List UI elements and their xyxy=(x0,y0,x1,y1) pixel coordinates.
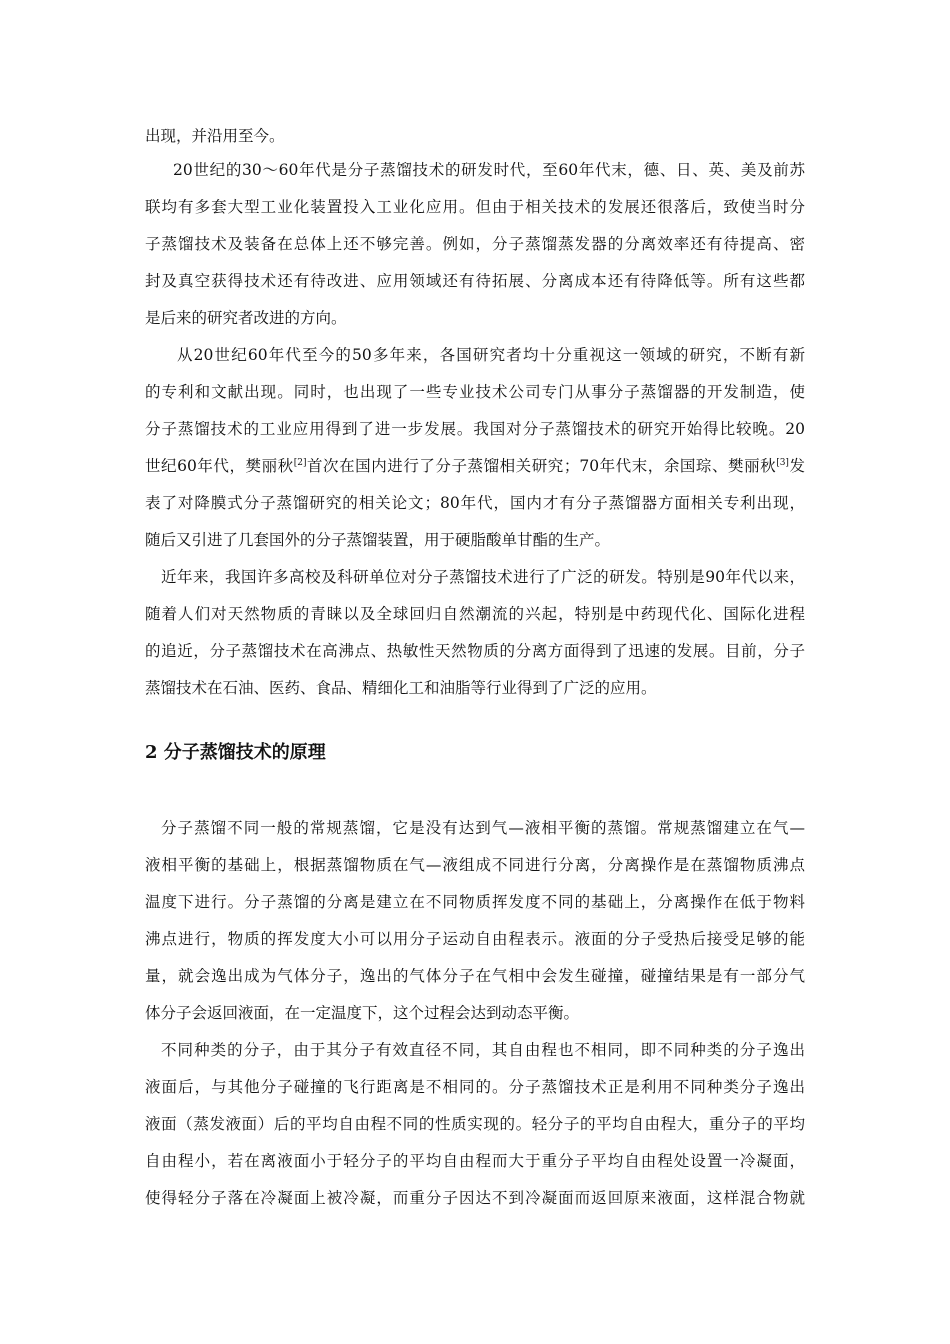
paragraph-line: 液面后，与其他分子碰撞的飞行距离是不相同的。分子蒸馏技术正是利用不同种类分子逸出 xyxy=(145,1078,805,1096)
paragraph-line: 分子蒸馏不同一般的常规蒸馏，它是没有达到气—液相平衡的蒸馏。常规蒸馏建立在气— xyxy=(161,819,805,837)
citation-ref-2: [2] xyxy=(293,458,307,468)
paragraph-line-with-citations xyxy=(145,456,805,476)
paragraph-line: 使得轻分子落在冷凝面上被冷凝，而重分子因达不到冷凝面而返回原来液面，这样混合物就 xyxy=(145,1189,805,1207)
paragraph-line: 的追近，分子蒸馏技术在高沸点、热敏性天然物质的分离方面得到了迅速的发展。目前，分子 xyxy=(145,642,805,660)
paragraph-line: 分子蒸馏技术的工业应用得到了进一步发展。我国对分子蒸馏技术的研究开始得比较晚。20 xyxy=(145,420,805,438)
paragraph-line: 液面（蒸发液面）后的平均自由程不同的性质实现的。轻分子的平均自由程大，重分子的平均 xyxy=(145,1115,805,1133)
paragraph-line: 量，就会逸出成为气体分子，逸出的气体分子在气相中会发生碰撞，碰撞结果是有一部分气 xyxy=(145,967,805,985)
paragraph-line: 从20世纪60年代至今的50多年来，各国研究者均十分重视这一领域的研究，不断有新 xyxy=(177,346,805,364)
paragraph-line: 随着人们对天然物质的青睐以及全球回归自然潮流的兴起，特别是中药现代化、国际化进程 xyxy=(145,605,805,623)
paragraph-line: 出现，并沿用至今。 xyxy=(145,127,285,145)
paragraph-line: 封及真空获得技术还有待改进、应用领域还有待拓展、分离成本还有待降低等。所有这些都 xyxy=(145,272,805,290)
paragraph-line: 蒸馏技术在石油、医药、食品、精细化工和油脂等行业得到了广泛的应用。 xyxy=(145,679,657,697)
paragraph-line: 联均有多套大型工业化装置投入工业化应用。但由于相关技术的发展还很落后，致使当时分 xyxy=(145,198,805,216)
paragraph-line: 沸点进行，物质的挥发度大小可以用分子运动自由程表示。液面的分子受热后接受足够的能 xyxy=(145,930,805,948)
paragraph-line: 的专利和文献出现。同时，也出现了一些专业技术公司专门从事分子蒸馏器的开发制造，使 xyxy=(145,383,805,401)
paragraph-line: 温度下进行。分子蒸馏的分离是建立在不同物质挥发度不同的基础上，分离操作在低于物料 xyxy=(145,893,805,911)
paragraph-line: 近年来，我国许多高校及科研单位对分子蒸馏技术进行了广泛的研发。特别是90年代以来， xyxy=(161,568,805,586)
paragraph-line: 不同种类的分子，由于其分子有效直径不同，其自由程也不相同，即不同种类的分子逸出 xyxy=(161,1041,805,1059)
citation-ref-3: [3] xyxy=(776,458,789,468)
paragraph-line: 随后又引进了几套国外的分子蒸馏装置，用于硬脂酸单甘酯的生产。 xyxy=(145,531,611,549)
paragraph-line: 是后来的研究者改进的方向。 xyxy=(145,309,347,327)
line-segment: 世纪60年代，樊丽秋 xyxy=(145,457,294,475)
paragraph-line: 20世纪的30～60年代是分子蒸馏技术的研发时代，至60年代末，德、日、英、美及前苏 xyxy=(173,161,805,179)
line-segment: 首次在国内进行了分子蒸馏相关研究；70年代末，余国琮、樊丽秋 xyxy=(306,457,777,475)
paragraph-line: 自由程小，若在离液面小于轻分子的平均自由程而大于重分子平均自由程处设置一冷凝面， xyxy=(145,1152,805,1170)
section-heading: 2 分子蒸馏技术的原理 xyxy=(145,742,326,763)
paragraph-line: 体分子会返回液面，在一定温度下，这个过程会达到动态平衡。 xyxy=(145,1004,580,1022)
line-segment: 发 xyxy=(788,457,805,475)
paragraph-line: 表了对降膜式分子蒸馏研究的相关论文；80年代，国内才有分子蒸馏器方面相关专利出现， xyxy=(145,494,805,512)
paragraph-line: 子蒸馏技术及装备在总体上还不够完善。例如，分子蒸馏蒸发器的分离效率还有待提高、密 xyxy=(145,235,805,253)
paragraph-line: 液相平衡的基础上，根据蒸馏物质在气—液组成不同进行分离，分离操作是在蒸馏物质沸点 xyxy=(145,856,805,874)
